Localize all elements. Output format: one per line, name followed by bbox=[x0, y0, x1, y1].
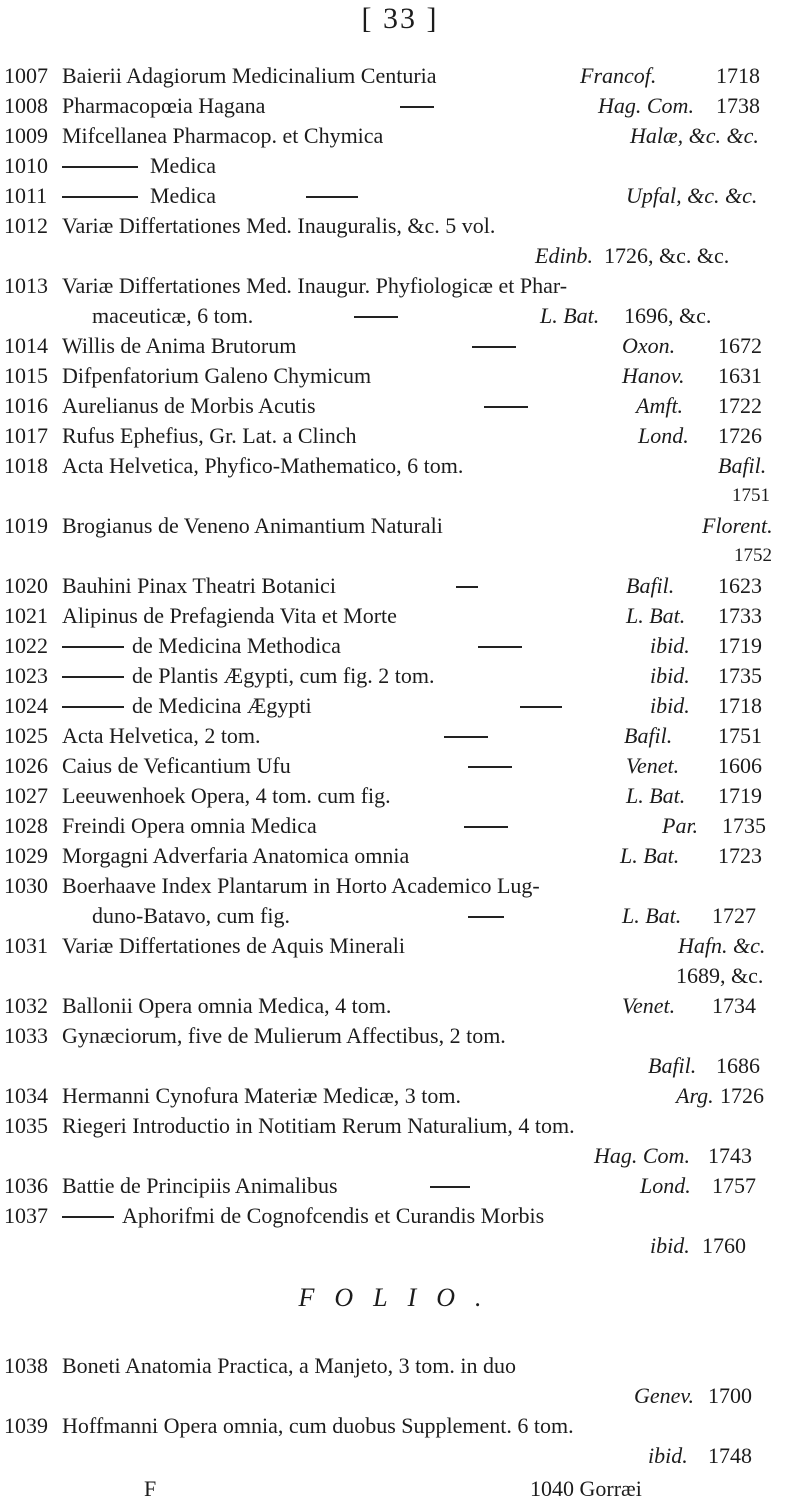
entry-year: 1748 bbox=[708, 1443, 752, 1468]
entry-1035-continuation bbox=[0, 1144, 800, 1168]
entry-1035 bbox=[0, 1114, 800, 1138]
entry-place: Edinb. bbox=[535, 243, 594, 268]
entry-number: 1038 bbox=[4, 1353, 48, 1378]
entry-title: de Medicina Methodica bbox=[132, 633, 341, 658]
rule-dash bbox=[520, 706, 562, 708]
entry-place: Upfal, &c. &c. bbox=[626, 183, 758, 208]
entry-number: 1017 bbox=[4, 423, 48, 448]
entry-1033-continuation bbox=[0, 1054, 800, 1078]
rule-dash bbox=[400, 106, 434, 108]
entry-year: 1726 bbox=[720, 1083, 764, 1108]
entry-title: Rufus Ephefius, Gr. Lat. a Clinch bbox=[62, 423, 357, 448]
entry-place: Bafil. bbox=[718, 453, 767, 478]
entry-number: 1009 bbox=[4, 123, 48, 148]
entry-place: Hag. Com. bbox=[598, 93, 694, 118]
ditto-dash bbox=[62, 646, 124, 648]
entry-title: Morgagni Adverfaria Anatomica omnia bbox=[62, 843, 410, 868]
entry-year: 1735 bbox=[722, 813, 766, 838]
entry-year: 1672 bbox=[718, 333, 762, 358]
entry-year: 1631 bbox=[718, 363, 762, 388]
entry-title: Variæ Differtationes de Aquis Minerali bbox=[62, 933, 405, 958]
entry-title: Battie de Principiis Animalibus bbox=[62, 1173, 338, 1198]
entry-place: Hag. Com. bbox=[594, 1143, 690, 1168]
entry-1031-continuation bbox=[0, 964, 800, 988]
entry-number: 1036 bbox=[4, 1173, 48, 1198]
ditto-dash bbox=[62, 1216, 114, 1218]
entry-number: 1033 bbox=[4, 1023, 48, 1048]
entry-year: 1722 bbox=[718, 393, 762, 418]
entry-place: ibid. bbox=[650, 693, 690, 718]
entry-1032 bbox=[0, 994, 800, 1018]
entry-title: Aurelianus de Morbis Acutis bbox=[62, 393, 316, 418]
entry-1021 bbox=[0, 604, 800, 628]
entry-1012 bbox=[0, 214, 800, 238]
entry-place: Lond. bbox=[638, 423, 689, 448]
entry-number: 1031 bbox=[4, 933, 48, 958]
entry-1037 bbox=[0, 1204, 800, 1228]
entry-number: 1032 bbox=[4, 993, 48, 1018]
entry-number: 1020 bbox=[4, 573, 48, 598]
entry-1039 bbox=[0, 1414, 800, 1438]
entry-place: Bafil. bbox=[648, 1053, 697, 1078]
entry-1026 bbox=[0, 754, 800, 778]
entry-1033 bbox=[0, 1024, 800, 1048]
entry-1018-continuation bbox=[0, 484, 800, 508]
entry-title: Caius de Veficantium Ufu bbox=[62, 753, 291, 778]
entry-number: 1024 bbox=[4, 693, 48, 718]
entry-title: Medica bbox=[150, 183, 216, 208]
entry-year: 1623 bbox=[718, 573, 762, 598]
entry-title: Hoffmanni Opera omnia, cum duobus Supplement. 6 tom. bbox=[62, 1413, 574, 1438]
entry-1010 bbox=[0, 154, 800, 178]
ditto-dash bbox=[62, 706, 124, 708]
entry-1025 bbox=[0, 724, 800, 748]
entry-1029 bbox=[0, 844, 800, 868]
entry-place: L. Bat. bbox=[626, 603, 686, 628]
entry-year: 1733 bbox=[718, 603, 762, 628]
ditto-dash bbox=[62, 196, 138, 198]
entry-1014 bbox=[0, 334, 800, 358]
entry-1024 bbox=[0, 694, 800, 718]
entry-title: Willis de Anima Brutorum bbox=[62, 333, 297, 358]
page-number: [ 33 ] bbox=[361, 2, 439, 35]
entry-year: 1718 bbox=[716, 63, 760, 88]
entry-title: Ballonii Opera omnia Medica, 4 tom. bbox=[62, 993, 392, 1018]
entry-1008 bbox=[0, 94, 800, 118]
entry-title: de Medicina Ægypti bbox=[132, 693, 312, 718]
entry-1038 bbox=[0, 1354, 800, 1378]
entry-1031 bbox=[0, 934, 800, 958]
entry-place: Bafil. bbox=[626, 573, 675, 598]
rule-dash bbox=[468, 766, 512, 768]
entry-1030-continuation bbox=[0, 904, 800, 928]
entry-number: 1039 bbox=[4, 1413, 48, 1438]
rule-dash bbox=[430, 1186, 470, 1188]
entry-year: 1734 bbox=[712, 993, 756, 1018]
entry-title: Pharmacopœia Hagana bbox=[62, 93, 266, 118]
entry-place: ibid. bbox=[650, 1233, 690, 1258]
entry-title: Variæ Differtationes Med. Inauguralis, &c. 5 vol. bbox=[62, 213, 496, 238]
entry-title: Boerhaave Index Plantarum in Horto Academico Lug- bbox=[62, 873, 540, 898]
entry-year: 1743 bbox=[708, 1143, 752, 1168]
entry-number: 1012 bbox=[4, 213, 48, 238]
entry-title: Freindi Opera omnia Medica bbox=[62, 813, 317, 838]
entry-title: Alipinus de Prefagienda Vita et Morte bbox=[62, 603, 397, 628]
entry-1013-continuation bbox=[0, 304, 800, 328]
entry-title: Medica bbox=[150, 153, 216, 178]
entry-year: 1723 bbox=[718, 843, 762, 868]
signature-mark: F bbox=[144, 1476, 157, 1501]
entry-year: 1752 bbox=[734, 545, 772, 566]
entry-title: Bauhini Pinax Theatri Botanici bbox=[62, 573, 336, 598]
rule-dash bbox=[468, 916, 504, 918]
entry-number: 1026 bbox=[4, 753, 48, 778]
entry-year: 1686 bbox=[716, 1053, 760, 1078]
ditto-dash bbox=[62, 676, 124, 678]
entry-year: 1700 bbox=[708, 1383, 752, 1408]
entry-number: 1035 bbox=[4, 1113, 48, 1138]
entry-year: 1718 bbox=[718, 693, 762, 718]
rule-dash bbox=[464, 826, 508, 828]
entry-place: Oxon. bbox=[622, 333, 676, 358]
entry-title: Aphorifmi de Cognofcendis et Curandis Morbis bbox=[122, 1203, 545, 1228]
entry-place: Francof. bbox=[580, 63, 657, 88]
entry-year: 1696, &c. bbox=[624, 303, 712, 328]
entry-1030 bbox=[0, 874, 800, 898]
entry-year: 1735 bbox=[718, 663, 762, 688]
entry-year: 1751 bbox=[718, 723, 762, 748]
entry-1037-continuation bbox=[0, 1234, 800, 1258]
entry-place: ibid. bbox=[650, 663, 690, 688]
entry-year: 1606 bbox=[718, 753, 762, 778]
rule-dash bbox=[478, 646, 522, 648]
entry-1020 bbox=[0, 574, 800, 598]
entry-number: 1014 bbox=[4, 333, 48, 358]
entry-1034 bbox=[0, 1084, 800, 1108]
entry-place: ibid. bbox=[650, 633, 690, 658]
entry-title: Gynæciorum, five de Mulierum Affectibus, 2 tom. bbox=[62, 1023, 506, 1048]
entry-number: 1008 bbox=[4, 93, 48, 118]
entry-place: Florent. bbox=[702, 513, 773, 538]
entry-place: Hafn. &c. bbox=[678, 933, 766, 958]
entry-year: 1689, &c. bbox=[676, 963, 764, 988]
entry-1012-continuation bbox=[0, 244, 800, 268]
entry-1036 bbox=[0, 1174, 800, 1198]
entry-number: 1028 bbox=[4, 813, 48, 838]
entry-title: Hermanni Cynofura Materiæ Medicæ, 3 tom. bbox=[62, 1083, 461, 1108]
entry-place: Halæ, &c. &c. bbox=[630, 123, 759, 148]
entry-place: L. Bat. bbox=[622, 903, 682, 928]
ditto-dash bbox=[62, 166, 138, 168]
entry-title: Brogianus de Veneno Animantium Naturali bbox=[62, 513, 443, 538]
catchword: 1040 Gorræi bbox=[530, 1476, 642, 1501]
entry-number: 1018 bbox=[4, 453, 48, 478]
entry-number: 1015 bbox=[4, 363, 48, 388]
entry-1007 bbox=[0, 64, 800, 88]
entry-number: 1010 bbox=[4, 153, 48, 178]
entry-place: Par. bbox=[662, 813, 699, 838]
entry-year: 1751 bbox=[732, 485, 770, 506]
entry-number: 1011 bbox=[4, 183, 48, 208]
entry-year: 1719 bbox=[718, 633, 762, 658]
entry-number: 1023 bbox=[4, 663, 48, 688]
rule-dash bbox=[444, 736, 488, 738]
entry-year: 1726 bbox=[718, 423, 762, 448]
entry-place: Bafil. bbox=[624, 723, 673, 748]
rule-dash bbox=[354, 316, 398, 318]
entry-number: 1016 bbox=[4, 393, 48, 418]
rule-dash bbox=[306, 196, 358, 198]
entry-1015 bbox=[0, 364, 800, 388]
entry-year: 1757 bbox=[712, 1173, 756, 1198]
entry-number: 1021 bbox=[4, 603, 48, 628]
entry-1019 bbox=[0, 514, 800, 538]
entry-number: 1013 bbox=[4, 273, 48, 298]
entry-1022 bbox=[0, 634, 800, 658]
entry-place: Venet. bbox=[622, 993, 676, 1018]
entry-1027 bbox=[0, 784, 800, 808]
entry-number: 1019 bbox=[4, 513, 48, 538]
entry-title: Acta Helvetica, Phyfico-Mathematico, 6 tom. bbox=[62, 453, 464, 478]
entry-place: Hanov. bbox=[622, 363, 685, 388]
entry-number: 1034 bbox=[4, 1083, 48, 1108]
entry-place: Arg. bbox=[676, 1083, 714, 1108]
entry-1023 bbox=[0, 664, 800, 688]
entry-number: 1037 bbox=[4, 1203, 48, 1228]
entry-title: Mifcellanea Pharmacop. et Chymica bbox=[62, 123, 384, 148]
entry-place: Venet. bbox=[626, 753, 680, 778]
entry-number: 1030 bbox=[4, 873, 48, 898]
entry-1028 bbox=[0, 814, 800, 838]
entry-1009 bbox=[0, 124, 800, 148]
entry-number: 1007 bbox=[4, 63, 48, 88]
entry-year: 1727 bbox=[712, 903, 756, 928]
entry-1011 bbox=[0, 184, 800, 208]
entry-1013 bbox=[0, 274, 800, 298]
entry-place: Amft. bbox=[636, 393, 684, 418]
entry-1019-continuation bbox=[0, 544, 800, 568]
entry-title-continued: duno-Batavo, cum fig. bbox=[92, 903, 290, 928]
entry-year: 1738 bbox=[716, 93, 760, 118]
entry-title: Difpenfatorium Galeno Chymicum bbox=[62, 363, 372, 388]
entry-place: ibid. bbox=[648, 1443, 688, 1468]
section-heading-folio: FOLIO. bbox=[298, 1283, 502, 1312]
entry-title: Variæ Differtationes Med. Inaugur. Phyfiologicæ et Phar- bbox=[62, 273, 568, 298]
entry-title-continued: maceuticæ, 6 tom. bbox=[92, 303, 254, 328]
entry-number: 1029 bbox=[4, 843, 48, 868]
entry-place: L. Bat. bbox=[540, 303, 600, 328]
entry-number: 1025 bbox=[4, 723, 48, 748]
entry-place: L. Bat. bbox=[626, 783, 686, 808]
entry-title: de Plantis Ægypti, cum fig. 2 tom. bbox=[132, 663, 435, 688]
entry-year: 1760 bbox=[702, 1233, 746, 1258]
rule-dash bbox=[484, 406, 528, 408]
entry-title: Boneti Anatomia Practica, a Manjeto, 3 tom. in duo bbox=[62, 1353, 516, 1378]
rule-dash bbox=[472, 346, 516, 348]
entry-title: Leeuwenhoek Opera, 4 tom. cum fig. bbox=[62, 783, 391, 808]
entry-place: Genev. bbox=[634, 1383, 695, 1408]
entry-title: Acta Helvetica, 2 tom. bbox=[62, 723, 261, 748]
entry-number: 1027 bbox=[4, 783, 48, 808]
entry-1018 bbox=[0, 454, 800, 478]
entry-year: 1719 bbox=[718, 783, 762, 808]
catalogue-entries bbox=[0, 64, 800, 1474]
entry-1016 bbox=[0, 394, 800, 418]
entry-place: L. Bat. bbox=[620, 843, 680, 868]
entry-number: 1022 bbox=[4, 633, 48, 658]
entry-year: 1726, &c. &c. bbox=[604, 243, 730, 268]
entry-title: Baierii Adagiorum Medicinalium Centuria bbox=[62, 63, 437, 88]
entry-1017 bbox=[0, 424, 800, 448]
entry-1038-continuation bbox=[0, 1384, 800, 1408]
entry-place: Lond. bbox=[640, 1173, 691, 1198]
entry-1039-continuation bbox=[0, 1444, 800, 1468]
entry-title: Riegeri Introductio in Notitiam Rerum Naturalium, 4 tom. bbox=[62, 1113, 575, 1138]
rule-dash bbox=[456, 586, 478, 588]
